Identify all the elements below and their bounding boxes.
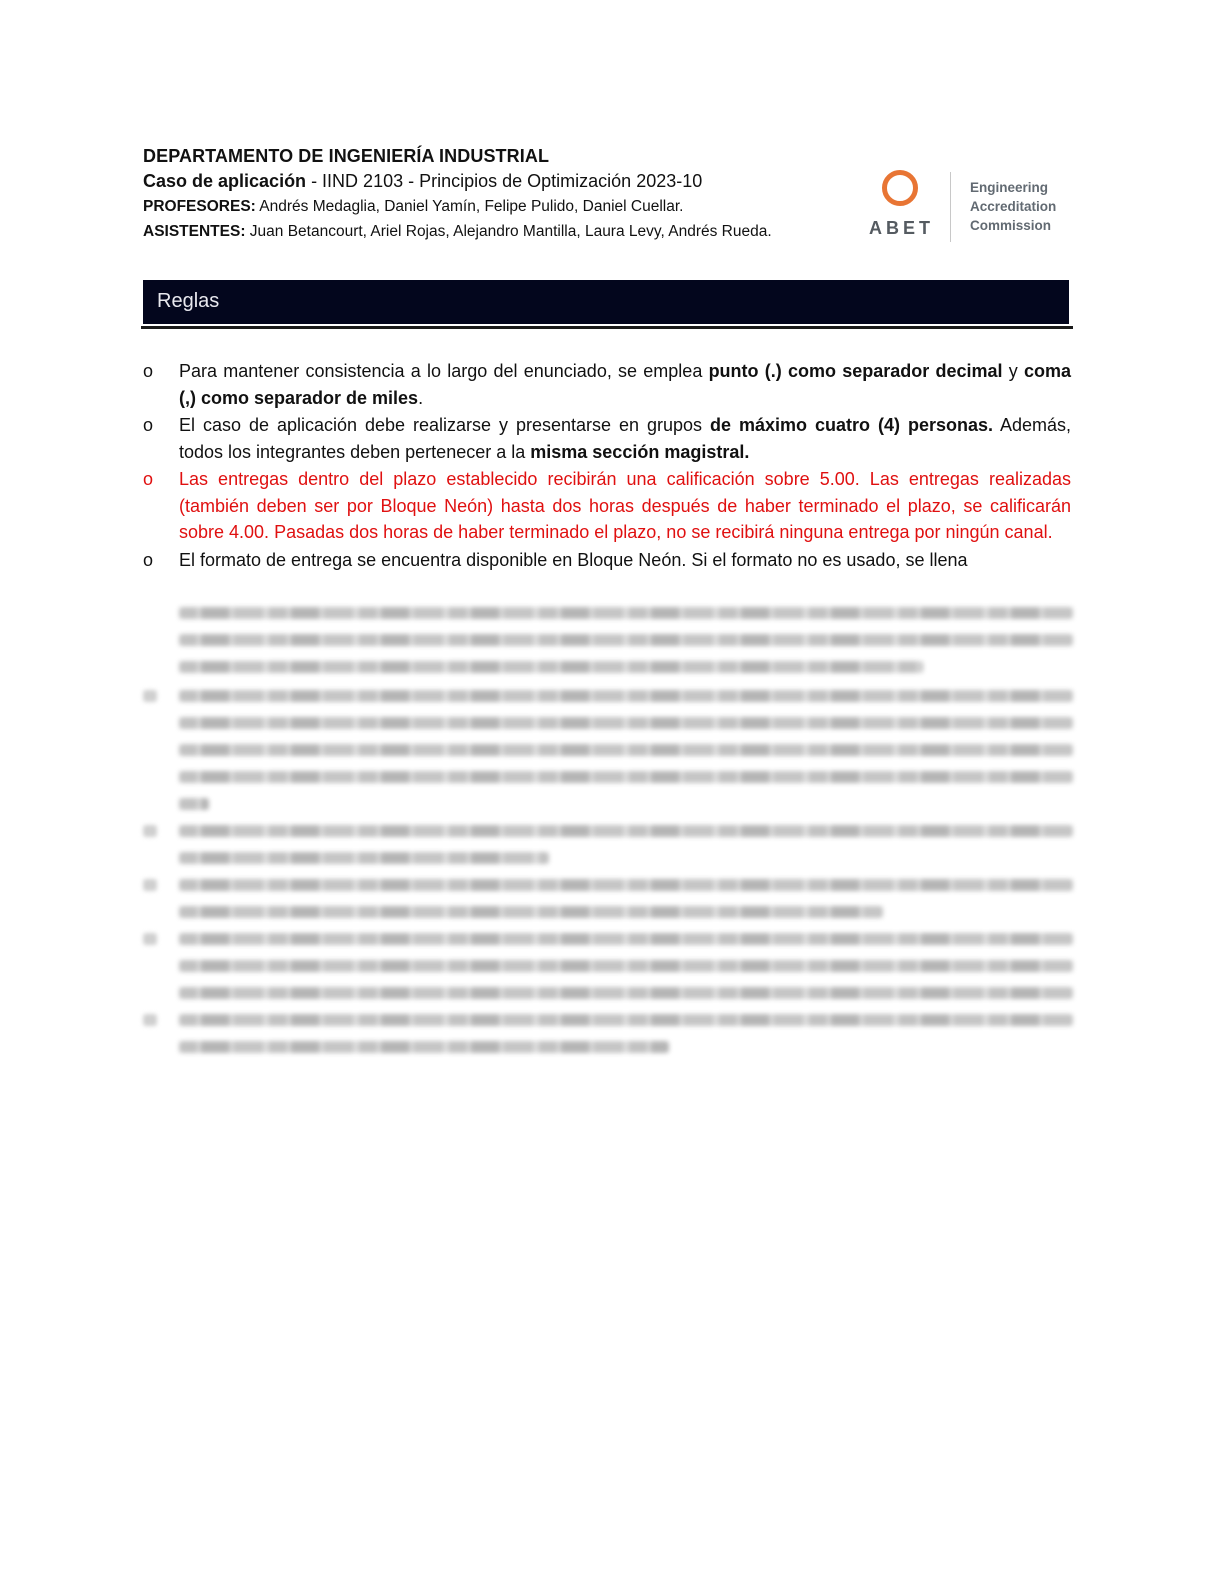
rule-text: . bbox=[418, 387, 424, 408]
section-banner bbox=[143, 280, 1069, 324]
blurred-text-line bbox=[179, 879, 1073, 891]
blurred-text-line bbox=[179, 987, 1073, 999]
bullet-icon: o bbox=[143, 469, 154, 489]
blurred-text-line bbox=[179, 960, 1073, 972]
professors-label: PROFESORES: bbox=[143, 198, 256, 215]
rule-bold: coma (,) como separador de miles bbox=[179, 361, 1071, 408]
document-header bbox=[143, 144, 1073, 254]
blurred-text-line bbox=[179, 690, 1073, 702]
assistants-line bbox=[143, 219, 863, 244]
course-name: - IIND 2103 - Principios de Optimización 2023-10 bbox=[306, 171, 703, 191]
professors-names: Andrés Medaglia, Daniel Yamín, Felipe Pulido, Daniel Cuellar. bbox=[255, 198, 684, 215]
assistants-label: ASISTENTES: bbox=[143, 223, 246, 240]
blurred-content bbox=[143, 603, 1073, 1063]
blurred-text-line bbox=[179, 661, 923, 673]
abet-commission-text bbox=[970, 178, 1056, 235]
section-title: Reglas bbox=[157, 290, 220, 312]
department-title: DEPARTAMENTO DE INGENIERÍA INDUSTRIAL bbox=[143, 146, 550, 166]
rules-list bbox=[143, 358, 1071, 573]
professors-line bbox=[143, 194, 863, 219]
rule-text: Además, todos los integrantes deben pertenecer a la bbox=[179, 415, 1071, 462]
section-underline bbox=[141, 326, 1073, 329]
rule-item-late-submission bbox=[143, 466, 1071, 546]
bullet-icon: o bbox=[143, 549, 154, 570]
blurred-text-line bbox=[179, 798, 209, 810]
blurred-bullet-icon bbox=[143, 879, 157, 891]
rule-text: Las entregas dentro del plazo establecido recibirán una calificación sobre 5.00. Las entregas realizadas (también deben ser por Bloque Neón) hasta dos horas después de haber terminado el plazo, se calificarán sobre 4.00. Pasadas dos horas de haber terminado el plazo, no se recibirá ninguna entrega por ningún canal. bbox=[179, 469, 1071, 542]
blurred-text-line bbox=[179, 852, 549, 864]
bullet-icon: o bbox=[143, 361, 154, 381]
logo-divider bbox=[950, 172, 951, 242]
abet-logo bbox=[869, 170, 1074, 250]
abet-line-2: Accreditation bbox=[970, 199, 1057, 214]
blurred-bullet-icon bbox=[143, 1014, 157, 1026]
blurred-bullet-icon bbox=[143, 690, 157, 702]
blurred-bullet-icon bbox=[143, 825, 157, 837]
blurred-text-line bbox=[179, 634, 1073, 646]
rule-item-decimal-separator bbox=[143, 358, 1071, 411]
abet-line-1: Engineering bbox=[970, 180, 1049, 195]
abet-line-3: Commission bbox=[970, 218, 1052, 233]
rule-text: El caso de aplicación debe realizarse y presentarse en grupos bbox=[179, 415, 711, 435]
rule-item-format bbox=[143, 547, 1071, 574]
header-text bbox=[143, 144, 863, 244]
abet-ring-icon bbox=[882, 170, 918, 206]
blurred-text-line bbox=[179, 717, 1073, 729]
blurred-text-line bbox=[179, 1014, 1073, 1026]
blurred-text-line bbox=[179, 744, 1073, 756]
blurred-text-line bbox=[179, 933, 1073, 945]
case-label: Caso de aplicación bbox=[143, 171, 307, 191]
blurred-text-line bbox=[179, 906, 883, 918]
assistants-names: Juan Betancourt, Ariel Rojas, Alejandro Mantilla, Laura Levy, Andrés Rueda. bbox=[245, 223, 772, 240]
blurred-text-line bbox=[179, 1041, 669, 1053]
rule-text: El formato de entrega se encuentra disponible en Bloque Neón. Si el formato no es usado, se llena bbox=[179, 549, 968, 570]
blurred-text-line bbox=[179, 771, 1073, 783]
rule-bold: punto (.) como separador decimal bbox=[708, 361, 1003, 381]
rule-text: Para mantener consistencia a lo largo del enunciado, se emplea bbox=[179, 361, 709, 381]
blurred-text-line bbox=[179, 825, 1073, 837]
course-line bbox=[143, 168, 863, 194]
blurred-bullet-icon bbox=[143, 933, 157, 945]
rule-item-group-size bbox=[143, 412, 1071, 465]
bullet-icon: o bbox=[143, 415, 154, 435]
rule-text: y bbox=[1002, 361, 1024, 381]
rule-bold: de máximo cuatro (4) personas. bbox=[710, 415, 993, 435]
blurred-text-line bbox=[179, 607, 1073, 619]
abet-wordmark: ABET bbox=[869, 218, 934, 238]
rule-bold: misma sección magistral. bbox=[530, 441, 750, 462]
